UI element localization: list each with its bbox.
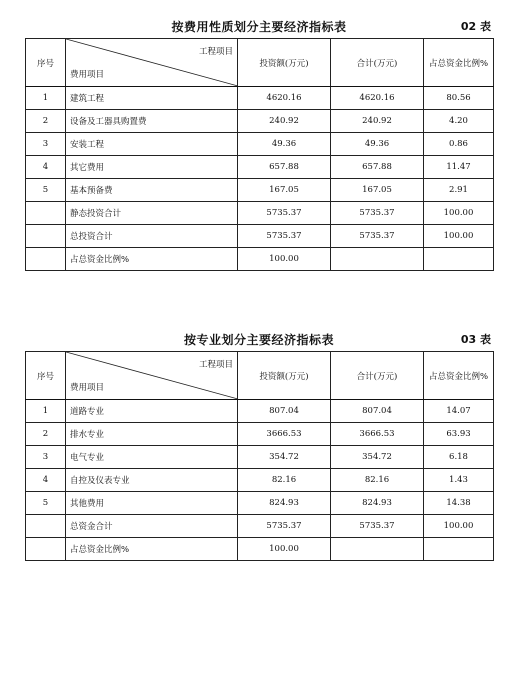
table-block-02 [25,16,493,271]
cell-seq [26,538,66,561]
cell-total: 82.16 [331,469,424,492]
header-diagonal-cell [66,352,238,400]
header-project: 工程项目 [198,47,233,57]
header-investment: 投资额(万元) [238,39,331,87]
cell-investment: 100.00 [238,248,331,271]
cell-seq [26,202,66,225]
header-project: 工程项目 [198,360,233,370]
table-row [26,87,494,110]
cell-investment: 167.05 [238,179,331,202]
table-row [26,202,494,225]
cell-name: 建筑工程 [66,87,238,110]
header-investment: 投资额(万元) [238,352,331,400]
cell-total: 657.88 [331,156,424,179]
cell-investment: 5735.37 [238,202,331,225]
table-row [26,492,494,515]
cell-ratio: 4.20 [424,110,494,133]
table-row [26,515,494,538]
cell-seq: 3 [26,446,66,469]
header-cost-item: 费用项目 [70,383,105,393]
cell-seq: 5 [26,492,66,515]
expense-nature-table [25,38,494,271]
cell-total: 167.05 [331,179,424,202]
cell-total: 4620.16 [331,87,424,110]
cell-investment: 100.00 [238,538,331,561]
cell-total: 240.92 [331,110,424,133]
cell-total [331,538,424,561]
header-total: 合计(万元) [331,39,424,87]
table-row [26,423,494,446]
cell-seq: 4 [26,469,66,492]
table-row [26,133,494,156]
cell-seq [26,225,66,248]
cell-investment: 240.92 [238,110,331,133]
table-title: 按费用性质划分主要经济指标表 [171,20,347,34]
cell-name: 总投资合计 [66,225,238,248]
header-seq: 序号 [26,352,66,400]
cell-ratio: 100.00 [424,515,494,538]
cell-seq: 1 [26,87,66,110]
header-cost-item: 费用项目 [70,70,105,80]
cell-investment: 657.88 [238,156,331,179]
discipline-table [25,351,494,561]
cell-investment: 5735.37 [238,225,331,248]
cell-name: 其他费用 [66,492,238,515]
cell-total: 824.93 [331,492,424,515]
table-row [26,248,494,271]
header-total: 合计(万元) [331,352,424,400]
cell-total: 5735.37 [331,225,424,248]
header-seq: 序号 [26,39,66,87]
cell-seq: 2 [26,423,66,446]
cell-investment: 5735.37 [238,515,331,538]
cell-investment: 807.04 [238,400,331,423]
cell-ratio [424,248,494,271]
cell-total: 49.36 [331,133,424,156]
cell-name: 总资金合计 [66,515,238,538]
table-title-row [25,329,493,349]
table-row [26,225,494,248]
table-header-row [26,352,494,400]
cell-name: 排水专业 [66,423,238,446]
cell-ratio: 80.56 [424,87,494,110]
table-row [26,469,494,492]
cell-investment: 82.16 [238,469,331,492]
table-title: 按专业划分主要经济指标表 [183,333,334,347]
cell-ratio [424,538,494,561]
cell-seq [26,515,66,538]
cell-seq: 2 [26,110,66,133]
cell-investment: 4620.16 [238,87,331,110]
cell-investment: 3666.53 [238,423,331,446]
cell-investment: 49.36 [238,133,331,156]
table-row [26,538,494,561]
cell-ratio: 2.91 [424,179,494,202]
cell-name: 其它费用 [66,156,238,179]
header-diagonal-cell [66,39,238,87]
cell-seq: 4 [26,156,66,179]
header-ratio: 占总资金比例% [424,39,494,87]
cell-ratio: 0.86 [424,133,494,156]
table-header-row [26,39,494,87]
cell-total: 807.04 [331,400,424,423]
cell-ratio: 100.00 [424,202,494,225]
table-row [26,400,494,423]
cell-ratio: 14.38 [424,492,494,515]
cell-total: 5735.37 [331,202,424,225]
cell-ratio: 63.93 [424,423,494,446]
table-row [26,156,494,179]
cell-seq: 3 [26,133,66,156]
table-row [26,179,494,202]
cell-total: 3666.53 [331,423,424,446]
table-number: 02 表 [460,20,491,33]
cell-total: 5735.37 [331,515,424,538]
table-block-03 [25,329,493,561]
table-row [26,110,494,133]
cell-name: 设备及工器具购置费 [66,110,238,133]
cell-ratio: 6.18 [424,446,494,469]
cell-investment: 824.93 [238,492,331,515]
cell-total: 354.72 [331,446,424,469]
cell-name: 安装工程 [66,133,238,156]
cell-name: 自控及仪表专业 [66,469,238,492]
table-row [26,446,494,469]
cell-name: 静态投资合计 [66,202,238,225]
table-number: 03 表 [460,333,491,346]
cell-name: 道路专业 [66,400,238,423]
cell-ratio: 1.43 [424,469,494,492]
cell-ratio: 11.47 [424,156,494,179]
cell-name: 电气专业 [66,446,238,469]
cell-name: 占总资金比例% [66,538,238,561]
cell-ratio: 14.07 [424,400,494,423]
cell-total [331,248,424,271]
cell-name: 基本预备费 [66,179,238,202]
cell-ratio: 100.00 [424,225,494,248]
cell-seq [26,248,66,271]
header-ratio: 占总资金比例% [424,352,494,400]
cell-name: 占总资金比例% [66,248,238,271]
cell-seq: 5 [26,179,66,202]
table-title-row [25,16,493,36]
cell-seq: 1 [26,400,66,423]
cell-investment: 354.72 [238,446,331,469]
